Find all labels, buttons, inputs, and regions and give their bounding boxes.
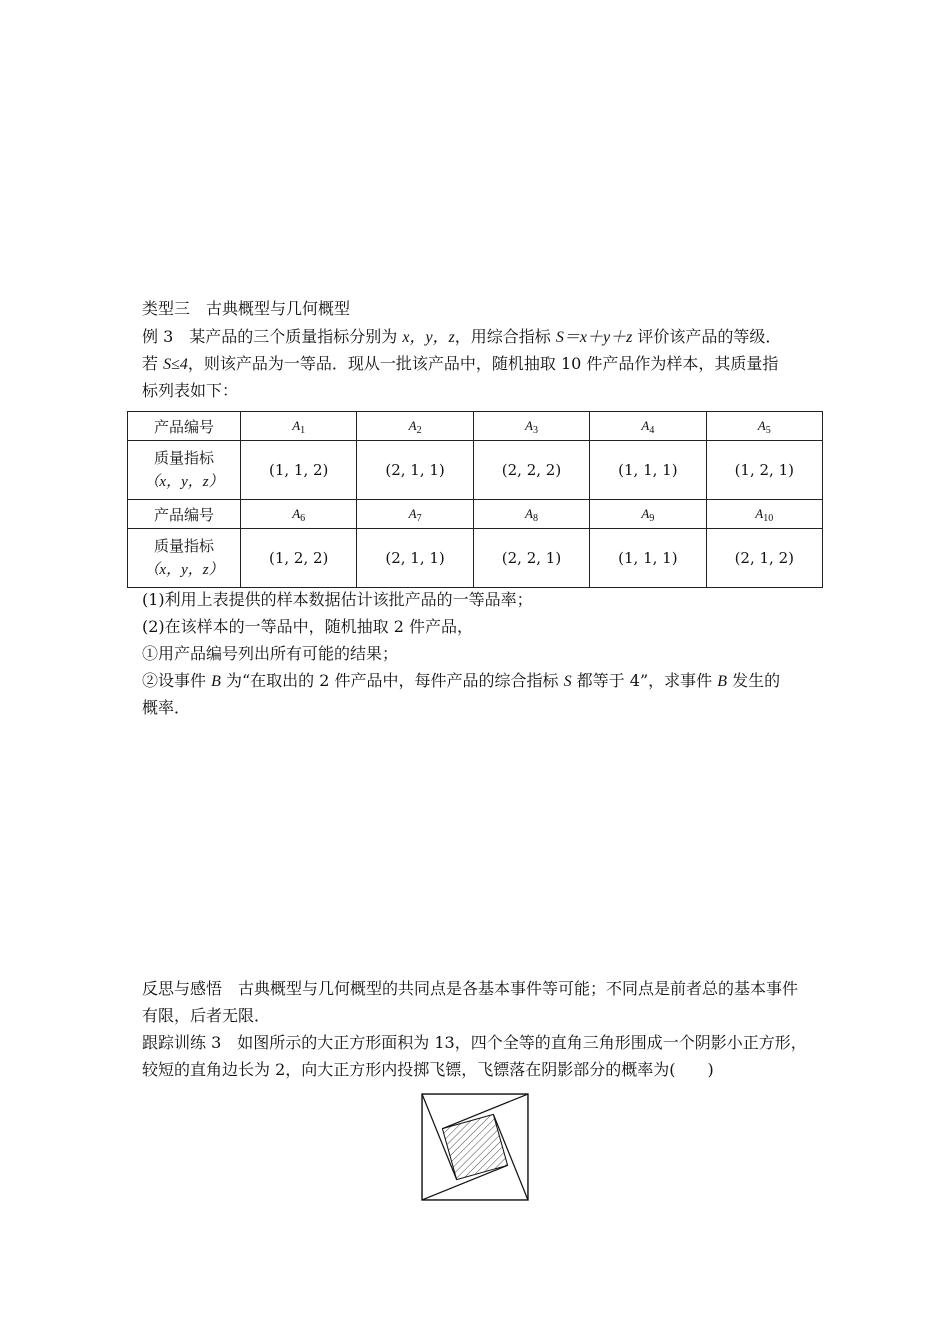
section-title: 类型三 古典概型与几何概型	[142, 299, 351, 318]
value-cell: (2, 2, 2)	[473, 441, 589, 500]
value-cell: (1, 2, 1)	[706, 441, 822, 500]
product-name: $A_3$	[525, 418, 538, 436]
square-figure	[420, 1092, 530, 1202]
value-cell: (2, 1, 2)	[706, 529, 822, 588]
example-line1-mid: ，用综合指标	[454, 327, 556, 346]
product-name-cell	[473, 500, 589, 529]
q2b-event: B	[211, 673, 221, 690]
value-cell: (1, 1, 2)	[241, 441, 357, 500]
practice-line-2: 较短的直角边长为 2，向大正方形内投掷飞镖，飞镖落在阴影部分的概率为( )	[142, 1060, 714, 1079]
quality-table	[127, 411, 823, 588]
product-name: $A_{10}$	[755, 506, 774, 524]
example-line1-suffix: 评价该产品的等级．	[632, 327, 782, 346]
product-name: $A_8$	[525, 506, 538, 524]
example-line-3: 标列表如下：	[142, 381, 239, 400]
q2b-prefix: ②设事件	[142, 671, 212, 690]
product-subscript: 2	[416, 425, 422, 436]
product-name: $A_5$	[757, 418, 771, 436]
product-name: $A_6$	[292, 506, 306, 524]
question-2a: ①用产品编号列出所有可能的结果；	[142, 644, 399, 663]
q2b-s: S	[563, 673, 572, 690]
product-name: $A_7$	[408, 506, 422, 524]
table-value-row-2	[128, 529, 823, 588]
product-subscript: 8	[532, 513, 538, 524]
q2b-mid2: 都等于 4”，求事件	[571, 671, 718, 690]
table-header-row-2	[128, 500, 823, 529]
product-name-cell	[473, 412, 589, 441]
product-subscript: 3	[532, 425, 538, 436]
product-subscript: 5	[765, 425, 771, 436]
example-line-2	[142, 353, 778, 376]
table-value-row-1	[128, 441, 823, 500]
product-name-cell	[706, 412, 822, 441]
table-header-row-1	[128, 412, 823, 441]
product-name-cell	[357, 412, 473, 441]
product-subscript: 1	[300, 425, 306, 436]
value-cell: (1, 1, 1)	[590, 529, 706, 588]
question-2b-line-1	[142, 670, 780, 693]
reflection-line-1: 反思与感悟 古典概型与几何概型的共同点是各基本事件等可能；不同点是前者总的基本事件	[142, 979, 799, 998]
value-label-cell	[128, 441, 241, 500]
example-condition: S≤4	[163, 356, 188, 373]
value-cell: (2, 1, 1)	[357, 529, 473, 588]
value-label-line1: 质量指标	[153, 537, 214, 555]
product-name-cell	[590, 412, 706, 441]
product-subscript: 6	[300, 513, 306, 524]
product-name-cell	[357, 500, 473, 529]
question-2b-line-2: 概率．	[142, 698, 191, 717]
product-name-cell	[706, 500, 822, 529]
product-name-cell	[241, 500, 357, 529]
example-line2-suffix: ，则该产品为一等品．现从一批该产品中，随机抽取 10 件产品作为样本，其质量指	[187, 354, 779, 373]
example-line1-prefix: 例 3 某产品的三个质量指标分别为	[142, 327, 403, 346]
product-subscript: 10	[763, 513, 774, 524]
value-cell: (1, 2, 2)	[241, 529, 357, 588]
value-label-cell	[128, 529, 241, 588]
question-2: (2)在该样本的一等品中，随机抽取 2 件产品，	[142, 617, 474, 636]
example-vars: x，y，z	[402, 329, 455, 346]
product-name: $A_4$	[641, 418, 655, 436]
product-name: $A_9$	[641, 506, 655, 524]
value-label-line1: 质量指标	[153, 449, 214, 467]
q2b-event2: B	[717, 673, 727, 690]
value-cell: (2, 2, 1)	[473, 529, 589, 588]
example-line-1	[142, 326, 781, 349]
example-formula: S＝x＋y＋z	[555, 329, 633, 346]
reflection-line-2: 有限，后者无限．	[142, 1006, 271, 1025]
question-1: (1)利用上表提供的样本数据估计该批产品的一等品率；	[142, 590, 533, 609]
q2b-mid: 为“在取出的 2 件产品中，每件产品的综合指标	[220, 671, 564, 690]
product-subscript: 4	[649, 425, 655, 436]
value-cell: (1, 1, 1)	[590, 441, 706, 500]
product-name-cell	[590, 500, 706, 529]
value-cell: (2, 1, 1)	[357, 441, 473, 500]
practice-line-1: 跟踪训练 3 如图所示的大正方形面积为 13，四个全等的直角三角形围成一个阴影小正方形，	[142, 1033, 807, 1052]
header-label-cell: 产品编号	[128, 412, 241, 441]
example-line2-prefix: 若	[142, 354, 164, 373]
product-subscript: 7	[416, 513, 422, 524]
product-subscript: 9	[649, 513, 655, 524]
product-name: $A_2$	[408, 418, 422, 436]
value-label-line2: （x，y，z）	[144, 562, 224, 578]
q2b-suffix: 发生的	[727, 671, 781, 690]
product-name: $A_1$	[292, 418, 306, 436]
product-name-cell	[241, 412, 357, 441]
value-label-line2: （x，y，z）	[144, 474, 224, 490]
header-label-cell: 产品编号	[128, 500, 241, 529]
